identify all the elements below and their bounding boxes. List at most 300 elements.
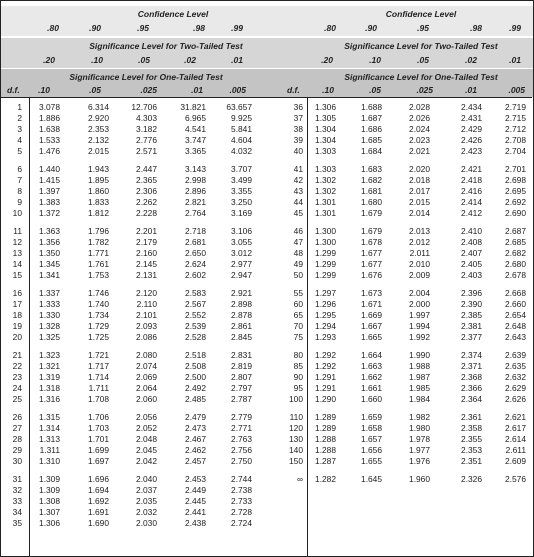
right-t-value-cell: 1.292 xyxy=(315,350,336,360)
right-t-value-cell: 2.626 xyxy=(505,394,526,404)
left-t-value-cell: 1.315 xyxy=(39,412,60,422)
left-df-cell: 22 xyxy=(12,361,22,371)
right-df-cell: 90 xyxy=(293,372,303,382)
right-t-value-cell: 2.668 xyxy=(505,288,526,298)
left-one-tailed-title: Significance Level for One-Tailed Test xyxy=(69,72,223,82)
left-t-value-cell: 1.341 xyxy=(39,270,60,280)
right-t-value-cell: 2.012 xyxy=(409,237,430,247)
right-t-value-cell: 2.358 xyxy=(461,423,482,433)
left-t-value-cell: 12.706 xyxy=(131,102,157,112)
right-df-cell: 38 xyxy=(293,124,303,134)
left-df-cell: 17 xyxy=(12,299,22,309)
left-t-value-cell: 1.345 xyxy=(39,259,60,269)
left-t-value-cell: 1.309 xyxy=(39,474,60,484)
right-t-value-cell: 1.645 xyxy=(361,474,382,484)
right-table-row xyxy=(0,474,534,485)
right-t-value-cell: 1.665 xyxy=(361,332,382,342)
right-t-value-cell: 1.978 xyxy=(409,434,430,444)
left-t-value-cell: 2.145 xyxy=(136,259,157,269)
right-t-value-cell: 1.293 xyxy=(315,332,336,342)
right-t-value-cell: 2.407 xyxy=(461,248,482,258)
left-t-value-cell: 2.724 xyxy=(231,518,252,528)
left-t-value-cell: 2.179 xyxy=(136,237,157,247)
left-t-value-cell: 1.307 xyxy=(39,507,60,517)
left-t-value-cell: 2.583 xyxy=(185,288,206,298)
right-t-value-cell: 1.679 xyxy=(361,208,382,218)
left-t-value-cell: 5.841 xyxy=(231,124,252,134)
right-t-value-cell: 1.679 xyxy=(361,226,382,236)
right-df-cell: 130 xyxy=(289,434,303,444)
right-t-value-cell: 1.299 xyxy=(315,270,336,280)
right-t-value-cell: 1.296 xyxy=(315,299,336,309)
left-t-value-cell: 2.831 xyxy=(231,350,252,360)
right-t-value-cell: 2.355 xyxy=(461,434,482,444)
left-t-value-cell: 3.355 xyxy=(231,186,252,196)
left-t-value-cell: 6.314 xyxy=(88,102,109,112)
right-t-value-cell: 1.685 xyxy=(361,135,382,145)
left-df-cell: 26 xyxy=(12,412,22,422)
right-one-tailed-level: .10 xyxy=(322,85,334,95)
right-t-value-cell: 2.353 xyxy=(461,445,482,455)
left-t-value-cell: 2.201 xyxy=(136,226,157,236)
left-t-value-cell: 1.753 xyxy=(88,270,109,280)
right-t-value-cell: 2.648 xyxy=(505,321,526,331)
left-t-value-cell: 2.473 xyxy=(185,423,206,433)
left-t-value-cell: 1.886 xyxy=(39,113,60,123)
right-table-row xyxy=(0,412,534,423)
left-df-cell: 6 xyxy=(17,164,22,174)
left-t-value-cell: 2.728 xyxy=(231,507,252,517)
left-t-value-cell: 1.397 xyxy=(39,186,60,196)
right-two-tailed-level: .20 xyxy=(321,55,333,65)
left-t-value-cell: 2.763 xyxy=(231,434,252,444)
left-t-value-cell: 3.143 xyxy=(185,164,206,174)
left-t-value-cell: 31.821 xyxy=(180,102,206,112)
right-df-cell: 36 xyxy=(293,102,303,112)
left-t-value-cell: 2.776 xyxy=(136,135,157,145)
right-t-value-cell: 1.299 xyxy=(315,248,336,258)
right-t-value-cell: 2.403 xyxy=(461,270,482,280)
left-t-value-cell: 2.896 xyxy=(185,186,206,196)
left-t-value-cell: 1.337 xyxy=(39,288,60,298)
left-conf-level: .80 xyxy=(47,23,59,33)
right-t-value-cell: 2.609 xyxy=(505,456,526,466)
left-t-value-cell: 2.878 xyxy=(231,310,252,320)
left-t-value-cell: 1.746 xyxy=(88,288,109,298)
right-t-value-cell: 2.011 xyxy=(409,248,430,258)
right-t-value-cell: 2.621 xyxy=(505,412,526,422)
left-df-cell: 1 xyxy=(17,102,22,112)
right-t-value-cell: 1.661 xyxy=(361,383,382,393)
right-df-cell: 44 xyxy=(293,197,303,207)
right-df-cell: 45 xyxy=(293,208,303,218)
left-t-value-cell: 9.925 xyxy=(231,113,252,123)
right-t-value-cell: 2.015 xyxy=(409,197,430,207)
left-t-value-cell: 1.415 xyxy=(39,175,60,185)
left-df-cell: 3 xyxy=(17,124,22,134)
left-t-value-cell: 2.500 xyxy=(185,372,206,382)
right-t-value-cell: 1.655 xyxy=(361,456,382,466)
right-table-row xyxy=(0,383,534,394)
left-t-value-cell: 1.328 xyxy=(39,321,60,331)
left-t-value-cell: 1.717 xyxy=(88,361,109,371)
left-t-value-cell: 2.571 xyxy=(136,146,157,156)
right-t-value-cell: 2.426 xyxy=(461,135,482,145)
left-t-value-cell: 2.977 xyxy=(231,259,252,269)
right-t-value-cell: 1.305 xyxy=(315,113,336,123)
right-t-value-cell: 1.984 xyxy=(409,394,430,404)
left-t-value-cell: 1.729 xyxy=(88,321,109,331)
left-t-value-cell: 2.069 xyxy=(136,372,157,382)
left-t-value-cell: 2.453 xyxy=(185,474,206,484)
right-table-row xyxy=(0,226,534,237)
right-t-value-cell: 1.304 xyxy=(315,124,336,134)
right-t-value-cell: 2.010 xyxy=(409,259,430,269)
left-one-tailed-level: .005 xyxy=(229,85,246,95)
right-t-value-cell: 2.377 xyxy=(461,332,482,342)
left-t-value-cell: 1.721 xyxy=(88,350,109,360)
left-t-value-cell: 3.707 xyxy=(231,164,252,174)
left-t-value-cell: 3.169 xyxy=(231,208,252,218)
right-df-cell: 39 xyxy=(293,135,303,145)
right-t-value-cell: 2.617 xyxy=(505,423,526,433)
left-df-cell: 15 xyxy=(12,270,22,280)
right-t-value-cell: 1.980 xyxy=(409,423,430,433)
right-df-label: d.f. xyxy=(287,85,300,95)
right-table-row xyxy=(0,124,534,135)
left-df-cell: 27 xyxy=(12,423,22,433)
right-table-row xyxy=(0,456,534,467)
left-t-value-cell: 1.356 xyxy=(39,237,60,247)
right-t-value-cell: 2.682 xyxy=(505,248,526,258)
left-t-value-cell: 1.860 xyxy=(88,186,109,196)
left-t-value-cell: 2.920 xyxy=(88,113,109,123)
right-t-value-cell: 2.660 xyxy=(505,299,526,309)
left-t-value-cell: 3.499 xyxy=(231,175,252,185)
left-t-value-cell: 2.462 xyxy=(185,445,206,455)
right-t-value-cell: 2.429 xyxy=(461,124,482,134)
right-t-value-cell: 1.299 xyxy=(315,259,336,269)
left-t-value-cell: 1.694 xyxy=(88,485,109,495)
left-t-value-cell: 63.657 xyxy=(226,102,252,112)
left-t-value-cell: 1.350 xyxy=(39,248,60,258)
right-t-value-cell: 1.289 xyxy=(315,423,336,433)
left-one-tailed-level: .01 xyxy=(191,85,203,95)
right-t-value-cell: 2.014 xyxy=(409,208,430,218)
left-t-value-cell: 2.764 xyxy=(185,208,206,218)
left-t-value-cell: 2.479 xyxy=(185,412,206,422)
right-t-value-cell: 1.289 xyxy=(315,412,336,422)
right-table-row xyxy=(0,299,534,310)
right-table-row xyxy=(0,270,534,281)
right-one-tailed-level: .025 xyxy=(416,85,433,95)
right-table-row xyxy=(0,164,534,175)
left-t-value-cell: 1.363 xyxy=(39,226,60,236)
left-t-value-cell: 1.771 xyxy=(88,248,109,258)
right-t-value-cell: 1.303 xyxy=(315,146,336,156)
left-t-value-cell: 2.262 xyxy=(136,197,157,207)
right-t-value-cell: 2.381 xyxy=(461,321,482,331)
left-t-value-cell: 2.015 xyxy=(88,146,109,156)
right-df-cell: 43 xyxy=(293,186,303,196)
right-t-value-cell: 2.690 xyxy=(505,208,526,218)
left-conf-level: .98 xyxy=(193,23,205,33)
right-table-row xyxy=(0,321,534,332)
right-t-value-cell: 1.288 xyxy=(315,434,336,444)
left-t-value-cell: 1.319 xyxy=(39,372,60,382)
right-t-value-cell: 2.385 xyxy=(461,310,482,320)
left-df-cell: 10 xyxy=(12,208,22,218)
left-one-tailed-level: .05 xyxy=(89,85,101,95)
right-table-row xyxy=(0,197,534,208)
right-t-value-cell: 1.656 xyxy=(361,445,382,455)
left-t-value-cell: 2.518 xyxy=(185,350,206,360)
right-conf-level: .90 xyxy=(365,23,377,33)
left-t-value-cell: 1.372 xyxy=(39,208,60,218)
left-t-value-cell: 2.898 xyxy=(231,299,252,309)
right-t-value-cell: 1.994 xyxy=(409,321,430,331)
right-t-value-cell: 2.654 xyxy=(505,310,526,320)
right-t-value-cell: 2.361 xyxy=(461,412,482,422)
right-t-value-cell: 1.982 xyxy=(409,412,430,422)
right-t-value-cell: 2.020 xyxy=(409,164,430,174)
right-df-cell: 55 xyxy=(293,288,303,298)
left-t-value-cell: 1.311 xyxy=(39,445,60,455)
left-t-value-cell: 2.771 xyxy=(231,423,252,433)
right-t-value-cell: 1.669 xyxy=(361,310,382,320)
right-table-row xyxy=(0,350,534,361)
left-two-tailed-level: .05 xyxy=(138,55,150,65)
left-t-value-cell: 2.744 xyxy=(231,474,252,484)
right-t-value-cell: 2.021 xyxy=(409,146,430,156)
right-t-value-cell: 2.715 xyxy=(505,113,526,123)
left-t-value-cell: 1.699 xyxy=(88,445,109,455)
right-t-value-cell: 1.302 xyxy=(315,186,336,196)
left-t-value-cell: 1.691 xyxy=(88,507,109,517)
left-conf-level: .90 xyxy=(89,23,101,33)
right-t-value-cell: 1.292 xyxy=(315,361,336,371)
right-t-value-cell: 1.678 xyxy=(361,237,382,247)
left-df-cell: 18 xyxy=(12,310,22,320)
right-table-row xyxy=(0,135,534,146)
left-t-value-cell: 2.056 xyxy=(136,412,157,422)
right-t-value-cell: 1.990 xyxy=(409,350,430,360)
left-t-value-cell: 1.761 xyxy=(88,259,109,269)
right-t-value-cell: 2.408 xyxy=(461,237,482,247)
right-t-value-cell: 1.977 xyxy=(409,445,430,455)
right-table-row xyxy=(0,237,534,248)
left-t-value-cell: 2.101 xyxy=(136,310,157,320)
left-t-value-cell: 2.064 xyxy=(136,383,157,393)
left-t-value-cell: 1.476 xyxy=(39,146,60,156)
left-t-value-cell: 4.303 xyxy=(136,113,157,123)
left-t-value-cell: 2.756 xyxy=(231,445,252,455)
right-t-value-cell: 1.290 xyxy=(315,394,336,404)
right-t-value-cell: 1.303 xyxy=(315,164,336,174)
left-t-value-cell: 2.567 xyxy=(185,299,206,309)
left-t-value-cell: 6.965 xyxy=(185,113,206,123)
right-t-value-cell: 2.635 xyxy=(505,361,526,371)
left-df-cell: 33 xyxy=(12,496,22,506)
left-t-value-cell: 2.539 xyxy=(185,321,206,331)
left-t-value-cell: 2.040 xyxy=(136,474,157,484)
right-t-value-cell: 2.421 xyxy=(461,164,482,174)
left-df-cell: 16 xyxy=(12,288,22,298)
left-t-value-cell: 1.703 xyxy=(88,423,109,433)
right-t-value-cell: 1.301 xyxy=(315,197,336,207)
right-table-row xyxy=(0,423,534,434)
right-two-tailed-level: .10 xyxy=(369,55,381,65)
right-t-value-cell: 1.662 xyxy=(361,372,382,382)
right-t-value-cell: 1.997 xyxy=(409,310,430,320)
right-table-row xyxy=(0,332,534,343)
right-conf-level: .98 xyxy=(470,23,482,33)
right-df-cell: 110 xyxy=(289,412,303,422)
right-t-value-cell: 2.692 xyxy=(505,197,526,207)
right-t-value-cell: 2.576 xyxy=(505,474,526,484)
right-df-cell: 50 xyxy=(293,270,303,280)
right-table-row xyxy=(0,434,534,445)
left-t-value-cell: 1.796 xyxy=(88,226,109,236)
left-df-cell: 24 xyxy=(12,383,22,393)
right-t-value-cell: 1.294 xyxy=(315,321,336,331)
right-t-value-cell: 1.686 xyxy=(361,124,382,134)
right-t-value-cell: 2.431 xyxy=(461,113,482,123)
left-t-value-cell: 2.449 xyxy=(185,485,206,495)
right-t-value-cell: 2.013 xyxy=(409,226,430,236)
left-t-value-cell: 2.035 xyxy=(136,496,157,506)
left-t-value-cell: 1.708 xyxy=(88,394,109,404)
right-t-value-cell: 2.351 xyxy=(461,456,482,466)
left-t-value-cell: 2.160 xyxy=(136,248,157,258)
right-t-value-cell: 2.719 xyxy=(505,102,526,112)
left-df-cell: 35 xyxy=(12,518,22,528)
right-conf-level: .80 xyxy=(324,23,336,33)
right-t-value-cell: 2.678 xyxy=(505,270,526,280)
right-t-value-cell: 1.677 xyxy=(361,248,382,258)
right-df-cell: 120 xyxy=(289,423,303,433)
right-t-value-cell: 1.988 xyxy=(409,361,430,371)
right-t-value-cell: 1.987 xyxy=(409,372,430,382)
right-t-value-cell: 1.304 xyxy=(315,135,336,145)
left-two-tailed-level: .01 xyxy=(231,55,243,65)
right-df-cell: 46 xyxy=(293,226,303,236)
left-t-value-cell: 1.706 xyxy=(88,412,109,422)
right-df-cell: 75 xyxy=(293,332,303,342)
left-t-value-cell: 2.132 xyxy=(88,135,109,145)
left-t-value-cell: 4.604 xyxy=(231,135,252,145)
right-t-value-cell: 2.004 xyxy=(409,288,430,298)
left-t-value-cell: 2.819 xyxy=(231,361,252,371)
left-t-value-cell: 3.012 xyxy=(231,248,252,258)
left-t-value-cell: 3.250 xyxy=(231,197,252,207)
left-t-value-cell: 1.310 xyxy=(39,456,60,466)
left-t-value-cell: 2.110 xyxy=(136,299,157,309)
right-t-value-cell: 1.682 xyxy=(361,175,382,185)
left-t-value-cell: 3.106 xyxy=(231,226,252,236)
left-df-cell: 7 xyxy=(17,175,22,185)
left-t-value-cell: 2.779 xyxy=(231,412,252,422)
left-df-cell: 14 xyxy=(12,259,22,269)
left-t-value-cell: 1.697 xyxy=(88,456,109,466)
left-t-value-cell: 1.533 xyxy=(39,135,60,145)
left-t-value-cell: 2.681 xyxy=(185,237,206,247)
left-confidence-title: Confidence Level xyxy=(137,9,209,19)
left-df-cell: 32 xyxy=(12,485,22,495)
right-t-value-cell: 1.300 xyxy=(315,226,336,236)
right-t-value-cell: 1.960 xyxy=(409,474,430,484)
right-df-cell: 85 xyxy=(293,361,303,371)
left-t-value-cell: 1.330 xyxy=(39,310,60,320)
right-df-cell: 150 xyxy=(289,456,303,466)
left-t-value-cell: 2.306 xyxy=(136,186,157,196)
right-t-value-cell: 2.687 xyxy=(505,226,526,236)
right-t-value-cell: 2.396 xyxy=(461,288,482,298)
right-confidence-title: Confidence Level xyxy=(385,9,457,19)
right-table-row xyxy=(0,372,534,383)
right-t-value-cell: 1.657 xyxy=(361,434,382,444)
right-t-value-cell: 2.018 xyxy=(409,175,430,185)
left-df-cell: 12 xyxy=(12,237,22,247)
right-two-tailed-level: .02 xyxy=(465,55,477,65)
right-t-value-cell: 1.291 xyxy=(315,383,336,393)
right-t-value-cell: 2.698 xyxy=(505,175,526,185)
left-t-value-cell: 3.182 xyxy=(136,124,157,134)
right-table-row xyxy=(0,113,534,124)
right-t-value-cell: 1.664 xyxy=(361,350,382,360)
left-df-cell: 30 xyxy=(12,456,22,466)
right-df-cell: 100 xyxy=(289,394,303,404)
right-two-tailed-level: .01 xyxy=(509,55,521,65)
left-df-cell: 25 xyxy=(12,394,22,404)
left-one-tailed-level: .10 xyxy=(38,85,50,95)
right-t-value-cell: 1.301 xyxy=(315,208,336,218)
right-df-cell: 49 xyxy=(293,259,303,269)
left-df-label: d.f. xyxy=(7,85,20,95)
left-t-value-cell: 2.353 xyxy=(88,124,109,134)
left-df-cell: 23 xyxy=(12,372,22,382)
left-t-value-cell: 4.032 xyxy=(231,146,252,156)
right-t-value-cell: 2.368 xyxy=(461,372,482,382)
left-t-value-cell: 1.309 xyxy=(39,485,60,495)
right-t-value-cell: 1.659 xyxy=(361,412,382,422)
left-t-value-cell: 2.485 xyxy=(185,394,206,404)
one-tailed-levels-row xyxy=(1,83,533,97)
right-t-value-cell: 1.660 xyxy=(361,394,382,404)
left-t-value-cell: 2.602 xyxy=(185,270,206,280)
left-t-value-cell: 4.541 xyxy=(185,124,206,134)
right-t-value-cell: 1.687 xyxy=(361,113,382,123)
left-t-value-cell: 2.733 xyxy=(231,496,252,506)
right-t-value-cell: 2.695 xyxy=(505,186,526,196)
left-t-value-cell: 1.308 xyxy=(39,496,60,506)
right-t-value-cell: 2.416 xyxy=(461,186,482,196)
right-t-value-cell: 2.434 xyxy=(461,102,482,112)
left-t-value-cell: 2.052 xyxy=(136,423,157,433)
left-t-value-cell: 2.750 xyxy=(231,456,252,466)
left-df-cell: 20 xyxy=(12,332,22,342)
right-t-value-cell: 2.024 xyxy=(409,124,430,134)
left-t-value-cell: 2.861 xyxy=(231,321,252,331)
right-one-tailed-level: .01 xyxy=(465,85,477,95)
left-t-value-cell: 2.718 xyxy=(185,226,206,236)
left-t-value-cell: 2.738 xyxy=(231,485,252,495)
two-tailed-levels-row xyxy=(1,52,533,68)
right-table-row xyxy=(0,146,534,157)
left-df-cell: 13 xyxy=(12,248,22,258)
left-t-value-cell: 2.528 xyxy=(185,332,206,342)
right-t-value-cell: 2.374 xyxy=(461,350,482,360)
